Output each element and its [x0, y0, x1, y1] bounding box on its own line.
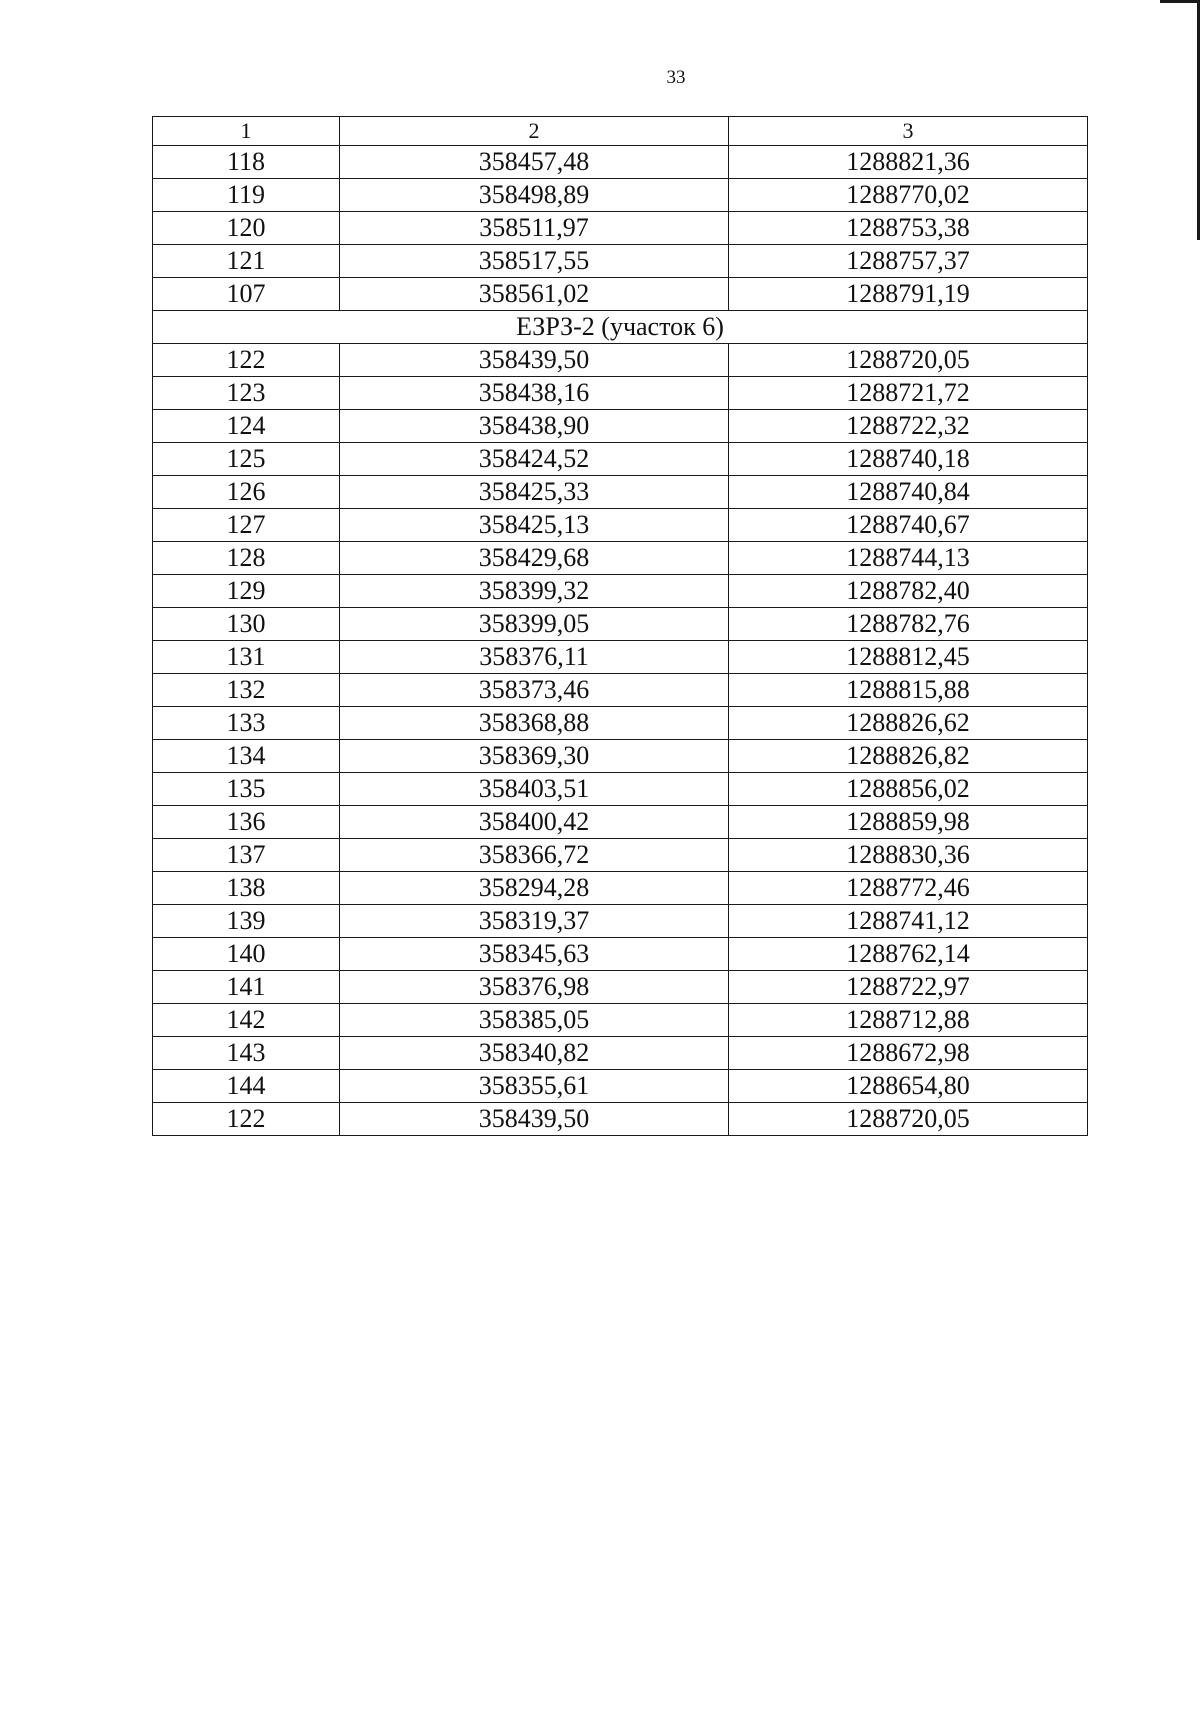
table-row — [153, 146, 1088, 179]
point-number-cell: 122 — [153, 1103, 340, 1136]
page-number: 33 — [666, 67, 686, 88]
table-row — [153, 641, 1088, 674]
x-coordinate-cell: 358319,37 — [340, 905, 729, 938]
table-row — [153, 476, 1088, 509]
point-number-cell: 132 — [153, 674, 340, 707]
point-number-cell: 128 — [153, 542, 340, 575]
point-number-cell: 136 — [153, 806, 340, 839]
table-row — [153, 575, 1088, 608]
y-coordinate-cell: 1288770,02 — [729, 179, 1088, 212]
table-row — [153, 1004, 1088, 1037]
y-coordinate-cell: 1288821,36 — [729, 146, 1088, 179]
table-row — [153, 905, 1088, 938]
point-number-cell: 142 — [153, 1004, 340, 1037]
table-row — [153, 377, 1088, 410]
x-coordinate-cell: 358438,16 — [340, 377, 729, 410]
table-row — [153, 674, 1088, 707]
x-coordinate-cell: 358373,46 — [340, 674, 729, 707]
y-coordinate-cell: 1288740,67 — [729, 509, 1088, 542]
table-row — [153, 1103, 1088, 1136]
y-coordinate-cell: 1288722,97 — [729, 971, 1088, 1004]
y-coordinate-cell: 1288741,12 — [729, 905, 1088, 938]
y-coordinate-cell: 1288826,82 — [729, 740, 1088, 773]
x-coordinate-cell: 358511,97 — [340, 212, 729, 245]
table-row — [153, 707, 1088, 740]
x-coordinate-cell: 358355,61 — [340, 1070, 729, 1103]
coordinates-table-body — [153, 117, 1088, 1136]
y-coordinate-cell: 1288712,88 — [729, 1004, 1088, 1037]
point-number-cell: 123 — [153, 377, 340, 410]
y-coordinate-cell: 1288740,84 — [729, 476, 1088, 509]
point-number-cell: 139 — [153, 905, 340, 938]
column-header-3: 3 — [729, 117, 1088, 146]
point-number-cell: 138 — [153, 872, 340, 905]
point-number-cell: 124 — [153, 410, 340, 443]
x-coordinate-cell: 358425,33 — [340, 476, 729, 509]
table-row — [153, 278, 1088, 311]
x-coordinate-cell: 358439,50 — [340, 344, 729, 377]
x-coordinate-cell: 358369,30 — [340, 740, 729, 773]
x-coordinate-cell: 358294,28 — [340, 872, 729, 905]
y-coordinate-cell: 1288791,19 — [729, 278, 1088, 311]
point-number-cell: 122 — [153, 344, 340, 377]
y-coordinate-cell: 1288830,36 — [729, 839, 1088, 872]
table-row — [153, 971, 1088, 1004]
table-row — [153, 608, 1088, 641]
x-coordinate-cell: 358438,90 — [340, 410, 729, 443]
table-row — [153, 443, 1088, 476]
x-coordinate-cell: 358439,50 — [340, 1103, 729, 1136]
point-number-cell: 118 — [153, 146, 340, 179]
y-coordinate-cell: 1288672,98 — [729, 1037, 1088, 1070]
point-number-cell: 134 — [153, 740, 340, 773]
point-number-cell: 140 — [153, 938, 340, 971]
point-number-cell: 141 — [153, 971, 340, 1004]
y-coordinate-cell: 1288856,02 — [729, 773, 1088, 806]
y-coordinate-cell: 1288720,05 — [729, 1103, 1088, 1136]
point-number-cell: 129 — [153, 575, 340, 608]
y-coordinate-cell: 1288859,98 — [729, 806, 1088, 839]
table-row — [153, 179, 1088, 212]
table-row — [153, 773, 1088, 806]
table-row — [153, 410, 1088, 443]
x-coordinate-cell: 358345,63 — [340, 938, 729, 971]
table-row — [153, 1070, 1088, 1103]
y-coordinate-cell: 1288753,38 — [729, 212, 1088, 245]
x-coordinate-cell: 358368,88 — [340, 707, 729, 740]
table-row — [153, 872, 1088, 905]
x-coordinate-cell: 358498,89 — [340, 179, 729, 212]
x-coordinate-cell: 358429,68 — [340, 542, 729, 575]
table-row — [153, 542, 1088, 575]
y-coordinate-cell: 1288782,40 — [729, 575, 1088, 608]
y-coordinate-cell: 1288744,13 — [729, 542, 1088, 575]
table-row — [153, 509, 1088, 542]
table-row — [153, 212, 1088, 245]
point-number-cell: 130 — [153, 608, 340, 641]
point-number-cell: 135 — [153, 773, 340, 806]
x-coordinate-cell: 358400,42 — [340, 806, 729, 839]
table-row — [153, 245, 1088, 278]
x-coordinate-cell: 358561,02 — [340, 278, 729, 311]
table-row — [153, 344, 1088, 377]
x-coordinate-cell: 358385,05 — [340, 1004, 729, 1037]
y-coordinate-cell: 1288812,45 — [729, 641, 1088, 674]
y-coordinate-cell: 1288740,18 — [729, 443, 1088, 476]
x-coordinate-cell: 358399,32 — [340, 575, 729, 608]
table-row — [153, 740, 1088, 773]
y-coordinate-cell: 1288722,32 — [729, 410, 1088, 443]
point-number-cell: 144 — [153, 1070, 340, 1103]
x-coordinate-cell: 358424,52 — [340, 443, 729, 476]
x-coordinate-cell: 358340,82 — [340, 1037, 729, 1070]
point-number-cell: 133 — [153, 707, 340, 740]
y-coordinate-cell: 1288826,62 — [729, 707, 1088, 740]
y-coordinate-cell: 1288654,80 — [729, 1070, 1088, 1103]
x-coordinate-cell: 358403,51 — [340, 773, 729, 806]
point-number-cell: 121 — [153, 245, 340, 278]
x-coordinate-cell: 358399,05 — [340, 608, 729, 641]
point-number-cell: 126 — [153, 476, 340, 509]
table-row — [153, 839, 1088, 872]
x-coordinate-cell: 358376,98 — [340, 971, 729, 1004]
table-row — [153, 806, 1088, 839]
x-coordinate-cell: 358457,48 — [340, 146, 729, 179]
point-number-cell: 119 — [153, 179, 340, 212]
y-coordinate-cell: 1288721,72 — [729, 377, 1088, 410]
table-row — [153, 938, 1088, 971]
y-coordinate-cell: 1288815,88 — [729, 674, 1088, 707]
scan-edge-tick — [1160, 0, 1200, 3]
y-coordinate-cell: 1288720,05 — [729, 344, 1088, 377]
y-coordinate-cell: 1288772,46 — [729, 872, 1088, 905]
y-coordinate-cell: 1288782,76 — [729, 608, 1088, 641]
y-coordinate-cell: 1288757,37 — [729, 245, 1088, 278]
point-number-cell: 131 — [153, 641, 340, 674]
point-number-cell: 127 — [153, 509, 340, 542]
y-coordinate-cell: 1288762,14 — [729, 938, 1088, 971]
x-coordinate-cell: 358517,55 — [340, 245, 729, 278]
point-number-cell: 143 — [153, 1037, 340, 1070]
section-heading-row — [153, 311, 1088, 344]
table-header-row — [153, 117, 1088, 146]
coordinates-table — [152, 116, 1088, 1136]
point-number-cell: 107 — [153, 278, 340, 311]
point-number-cell: 137 — [153, 839, 340, 872]
column-header-1: 1 — [153, 117, 340, 146]
table-row — [153, 1037, 1088, 1070]
x-coordinate-cell: 358366,72 — [340, 839, 729, 872]
section-heading: ЕЗРЗ-2 (участок 6) — [153, 311, 1088, 344]
column-header-2: 2 — [340, 117, 729, 146]
point-number-cell: 125 — [153, 443, 340, 476]
x-coordinate-cell: 358425,13 — [340, 509, 729, 542]
point-number-cell: 120 — [153, 212, 340, 245]
x-coordinate-cell: 358376,11 — [340, 641, 729, 674]
